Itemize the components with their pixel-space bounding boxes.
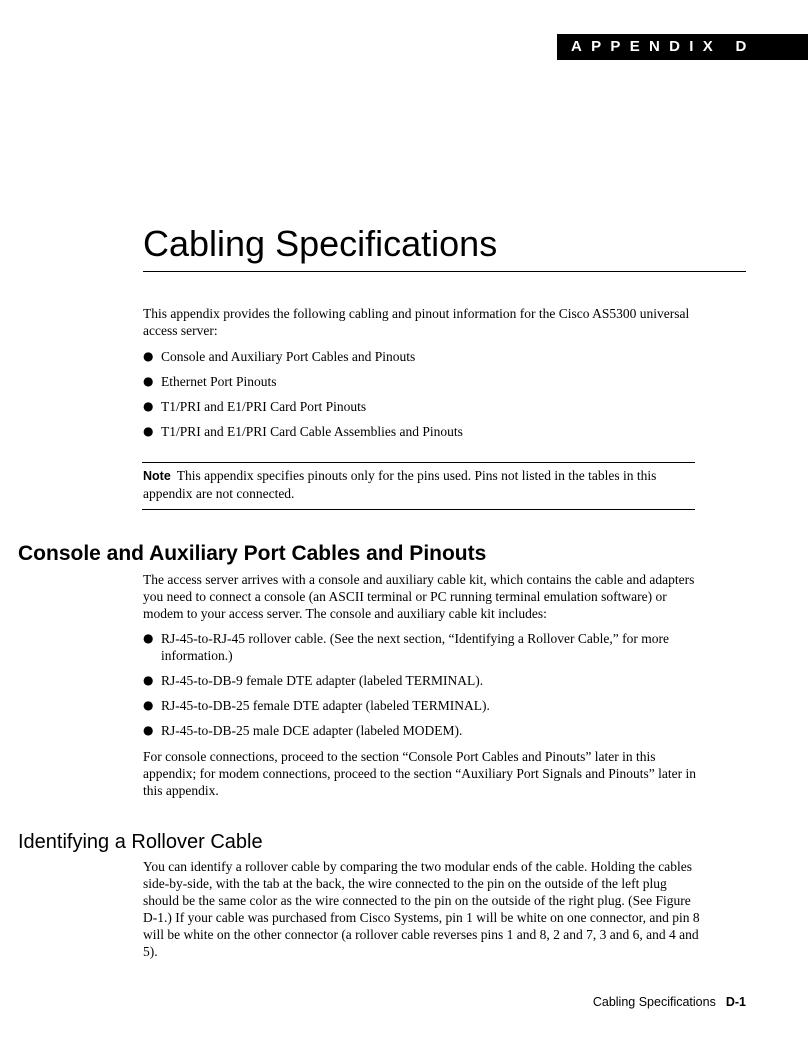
page-footer	[593, 995, 746, 1009]
section-heading-console: Console and Auxiliary Port Cables and Pinouts	[18, 542, 487, 565]
bullet-icon: ●	[143, 723, 154, 737]
list-item	[143, 672, 703, 689]
bullet-icon: ●	[143, 399, 154, 413]
note-box	[143, 467, 691, 502]
page-number: D-1	[725, 995, 746, 1009]
title-rule	[143, 271, 746, 272]
list-item	[143, 697, 703, 714]
list-item	[143, 722, 703, 739]
list-item	[143, 423, 703, 448]
list-item-text: T1/PRI and E1/PRI Card Cable Assemblies and Pinouts	[161, 424, 463, 439]
list-item	[143, 398, 703, 423]
list-item-text: T1/PRI and E1/PRI Card Port Pinouts	[161, 399, 367, 414]
section-rollover-paragraph: You can identify a rollover cable by comparing the two modular ends of the cable. Holding the cables side-by-side, with the tab at the back, the wire connected to the pin on the outside of the left plug should be the same color as the wire connected to the pin on the outside of the right plug. (See Figure D-1.) If your cable was purchased from Cisco Systems, pin 1 will be white on one connector, and pin 8 will be white on the other connector (a rollover cable reverses pins 1 and 8, 2 and 7, 3 and 6, and 4 and 5).	[143, 859, 700, 959]
page-title: Cabling Specifications	[143, 223, 498, 264]
list-item	[143, 348, 703, 373]
bullet-icon: ●	[143, 349, 154, 363]
bullet-icon: ●	[143, 374, 154, 388]
kit-bullet-list	[143, 630, 703, 747]
bullet-icon: ●	[143, 424, 154, 438]
intro-paragraph: This appendix provides the following cabling and pinout information for the Cisco AS5300 universal access server:	[143, 306, 690, 338]
list-item-text: Console and Auxiliary Port Cables and Pinouts	[161, 349, 416, 364]
note-top-rule	[142, 462, 695, 463]
bullet-icon: ●	[143, 631, 154, 645]
note-label: Note	[143, 469, 171, 483]
list-item-text: RJ-45-to-DB-9 female DTE adapter (labeled TERMINAL).	[161, 673, 484, 688]
list-item	[143, 630, 703, 664]
footer-title: Cabling Specifications	[592, 995, 716, 1009]
note-text: This appendix specifies pinouts only for the pins used. Pins not listed in the tables in this appendix are not connected.	[143, 468, 657, 501]
list-item-text: Ethernet Port Pinouts	[161, 374, 277, 389]
section-console-paragraph: The access server arrives with a console and auxiliary cable kit, which contains the cable and adapters you need to connect a console (an ASCII terminal or PC running terminal emulation software) or modem to your access server. The console and auxiliary cable kit includes:	[143, 572, 695, 621]
section-console-followup: For console connections, proceed to the section “Console Port Cables and Pinouts” later in this appendix; for modem connections, proceed to the section “Auxiliary Port Signals and Pinouts” later in this appendix.	[143, 749, 696, 798]
list-item-text: RJ-45-to-DB-25 male DCE adapter (labeled MODEM).	[161, 723, 463, 738]
section-heading-rollover: Identifying a Rollover Cable	[18, 831, 263, 853]
bullet-icon: ●	[143, 698, 154, 712]
list-item-text: RJ-45-to-DB-25 female DTE adapter (labeled TERMINAL).	[161, 698, 490, 713]
appendix-label: APPENDIX D	[557, 34, 808, 60]
list-item-text: RJ-45-to-RJ-45 rollover cable. (See the next section, “Identifying a Rollover Cable,” for more information.)	[161, 631, 669, 663]
bullet-icon: ●	[143, 673, 154, 687]
note-bottom-rule	[142, 509, 695, 510]
intro-bullet-list	[143, 348, 703, 448]
list-item	[143, 373, 703, 398]
